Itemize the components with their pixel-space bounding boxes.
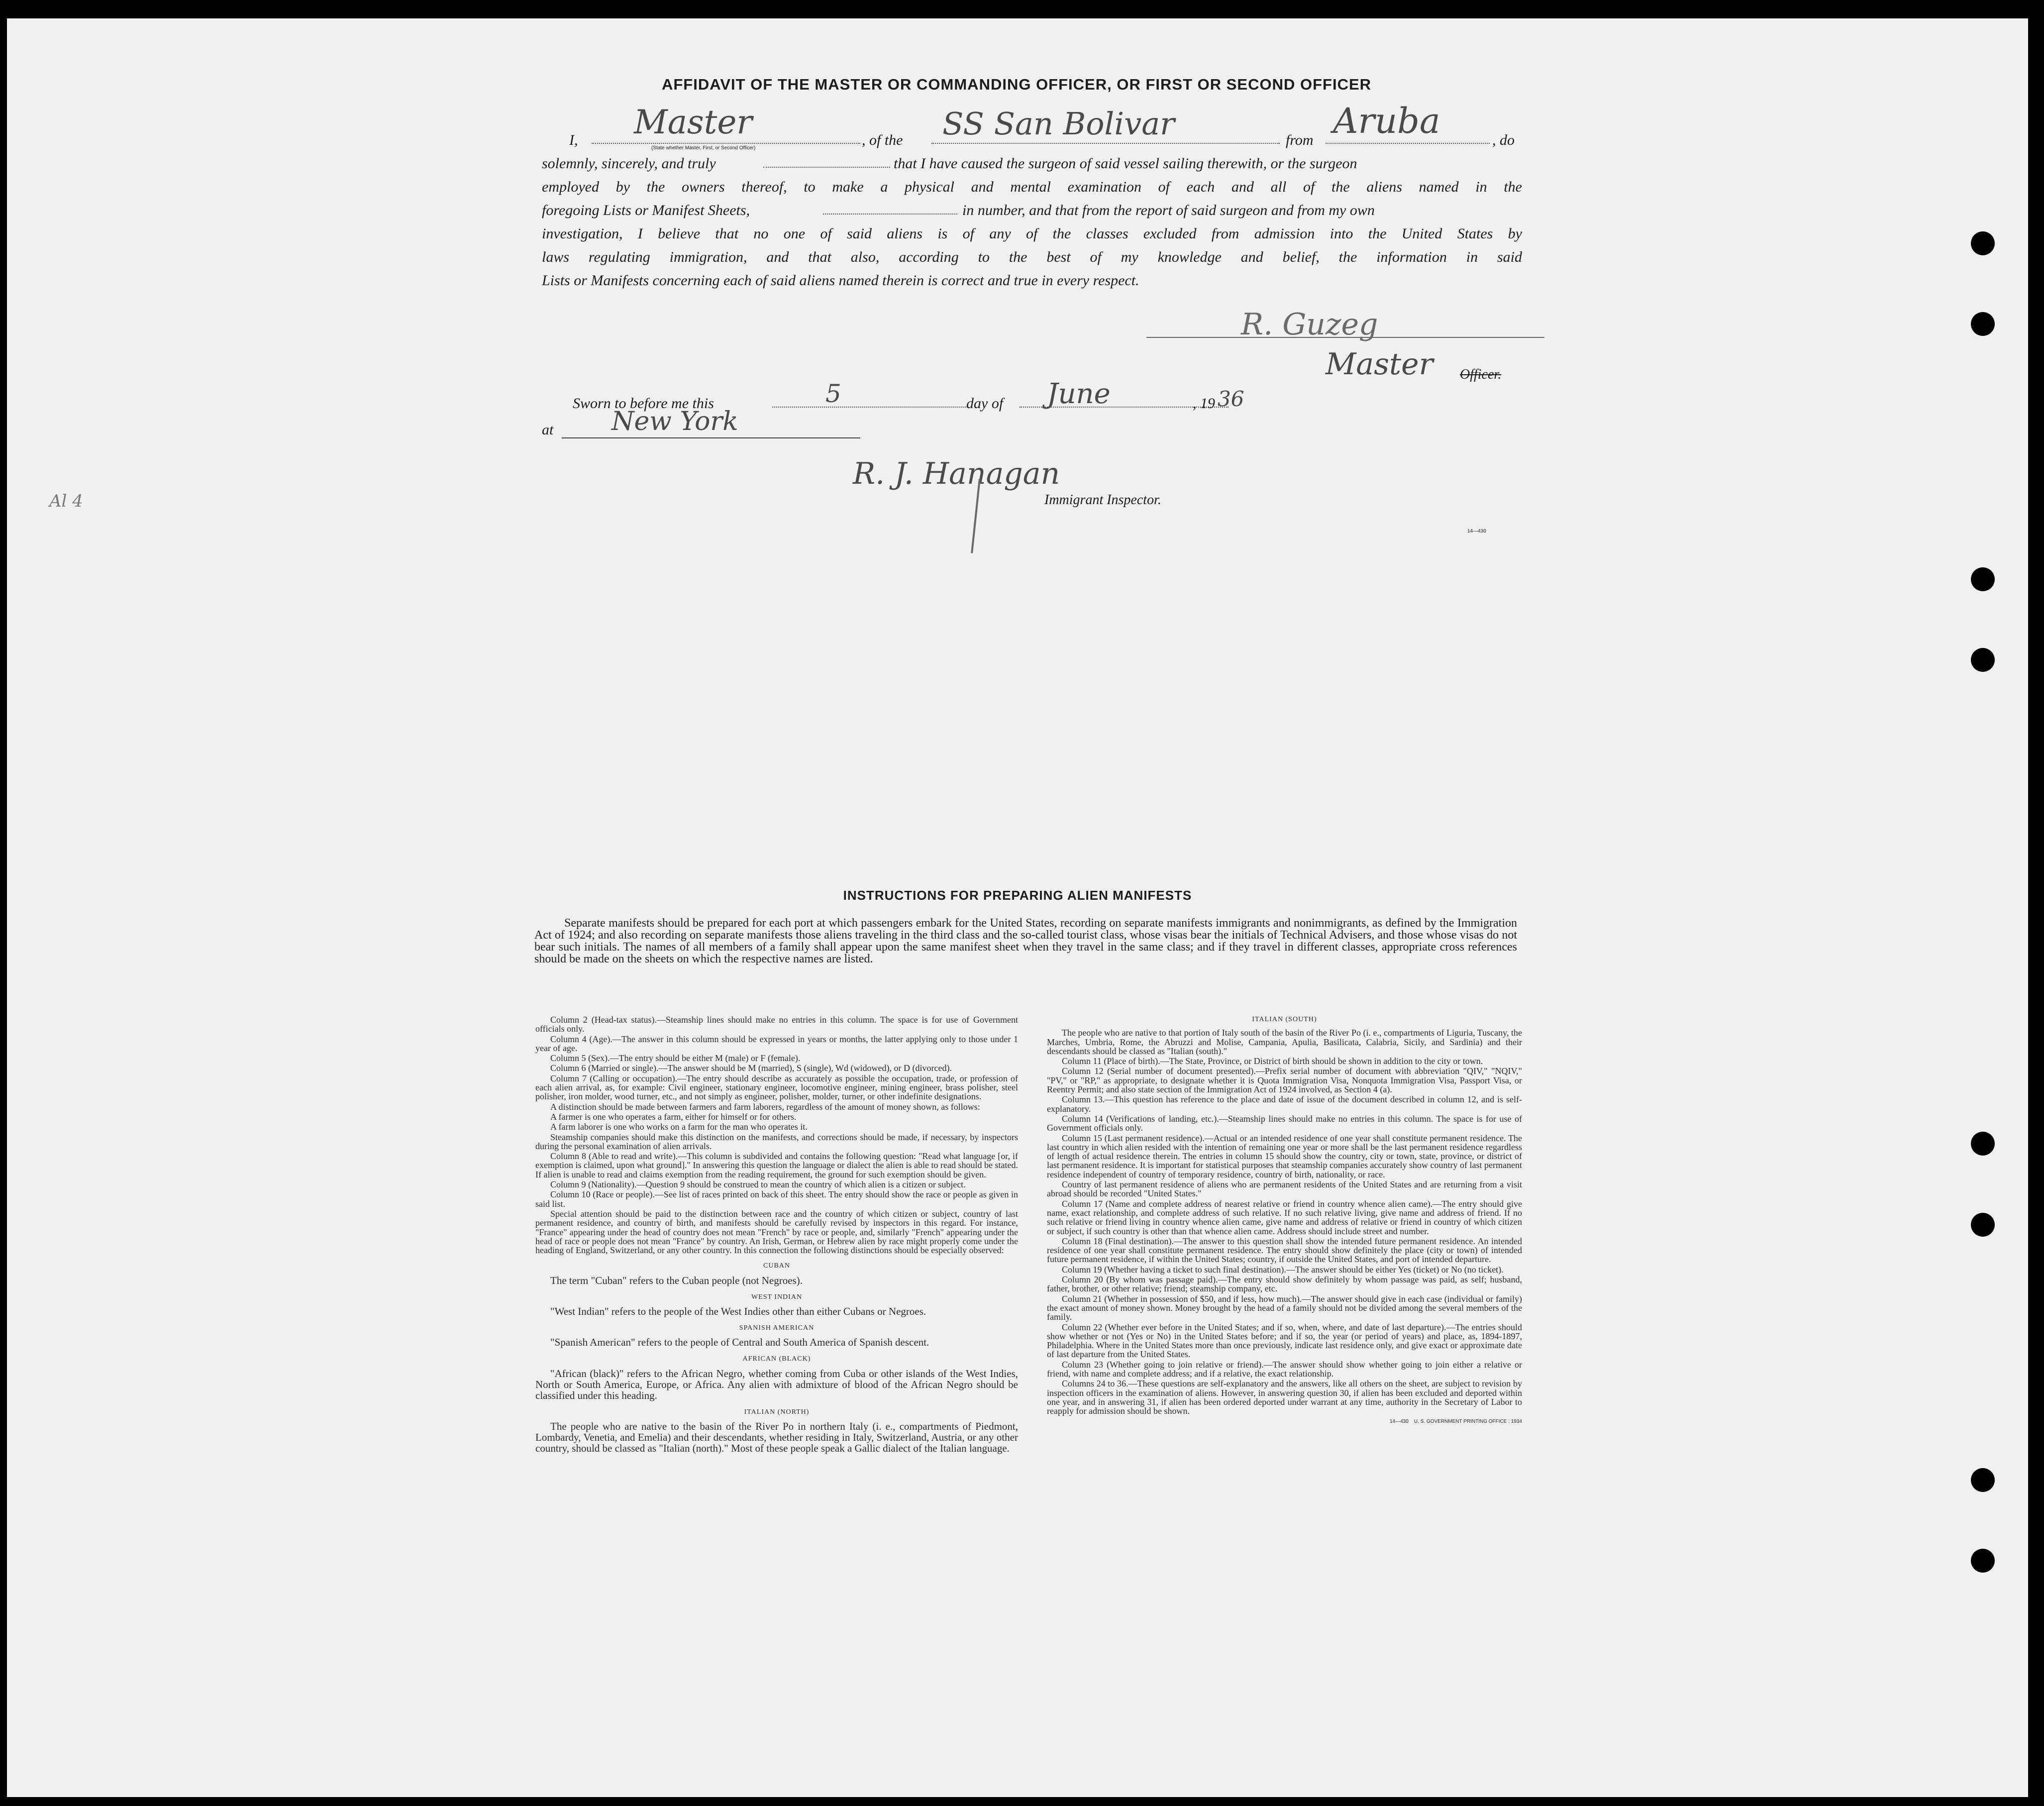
do-label: , do: [1492, 132, 1515, 148]
punch-hole: [1971, 567, 1995, 591]
instructions-title: INSTRUCTIONS FOR PREPARING ALIEN MANIFESTS: [843, 888, 1192, 903]
affidavit-text: Lists or Manifests concerning each of said aliens named therein is correct and true in every respect.: [542, 272, 1139, 289]
master-title-handwritten: Master: [1326, 347, 1433, 382]
punch-hole: [1971, 1468, 1995, 1492]
affidavit-text: employed by the owners thereof, to make a physical and mental examination of each and all of the aliens named in the: [542, 179, 1522, 195]
affidavit-text: foregoing Lists or Manifest Sheets,: [542, 202, 750, 218]
punch-hole: [1971, 231, 1995, 255]
port-handwritten: Aruba: [1333, 101, 1440, 141]
sworn-day-handwritten: 5: [825, 379, 841, 408]
role-handwritten: Master: [634, 103, 752, 141]
sworn-label: Sworn to before me this: [573, 395, 714, 412]
year-label: , 19: [1193, 395, 1215, 412]
instructions-left-column: Column 2 (Head-tax status).—Steamship lines should make no entries in this column. The space is for use of Government officials only. Column 4 (Age).—The answer in this column should be expressed in years or months, the latter applying only to those under 1 year of age. Column 5 (Sex).—The entry should be either M (male) or F (female). Column 6 (Married or single).—The answer should be M (married), S (single), Wd (widowed), or D (divorced). Column 7 (Calling or occupation).—The entry should describe as accurately as possible the occupation, trade, or profession of each alien arrival, as, for example: Civil engineer, stationary engineer, locomotive engineer, mining engineer, brass polisher, steel polisher, iron molder, wood turner, etc., and not simply as engineer, polisher, molder, turner, or other indefinite designations. A distinction should be made between farmers and farm laborers, regardless of the amount of money shown, as follows: A farmer is one who operates a farm, either for himself or for others. A farm laborer is one who works on a farm for the man who operates it. Steamship companies should make this distinction on the manifests, and corrections should be made, if necessary, by inspectors during the personal examination of alien arrivals. Column 8 (Able to read and write).—This column is subdivided and contains the following question: "Read what language [or, if exemption is claimed, upon what ground]." In answering this question the language or dialect the alien is able to read should be stated. If alien is unable to read and claims exemption from the reading requirement, the ground for such exemption should be given. Column 9 (Nationality).—Question 9 should be construed to mean the country of which alien is a citizen or subject. Column 10 (Race or people).—See list of races printed on back of this sheet. The entry should show the race or people as given in said list. Special attention should be paid to the distinction between race and the country of which citizen or subject, country of last permanent residence, and country of birth, and manifests should be carefully revised by inspectors in this regard. For instance, "France" appearing under the head of country does not mean "French" by race or people, and, similarly "French" appearing under the head of race or people does not mean "France" by country. An Irish, German, or Hebrew alien by race might properly come under the heading of England, Switzerland, or any other country. In this connection the following distinctions should be especially observed: CUBAN The term "Cuban" refers to the Cuban people (not Negroes). WEST INDIAN "West Indian" refers to the people of the West Indies other than either Cubans or Negroes. SPANISH AMERICAN "Spanish American" refers to the people of Central and South America of Spanish descent. AFRICAN (BLACK) "African (black)" refers to the African Negro, whether coming from Cuba or other islands of the West Indies, North or South America, Europe, or Africa. Any alien with admixture of blood of the African Negro should be classified under this heading. ITALIAN (NORTH) The people who are native to the basin of the River Po in northern Italy (i. e., compartments of Piedmont, Lombardy, Venetia, and Emelia) and their descendants, whether residing in Italy, Switzerland, Austria, or any other country, should be classed as "Italian (north)." Most of these people speak a Gallic dialect of the Italian language.: [535, 1015, 1018, 1454]
i-label: I,: [569, 132, 578, 148]
affidavit-text: that I have caused the surgeon of said vessel sailing therewith, or the surgeon: [894, 155, 1357, 172]
affidavit-text: laws regulating immigration, and that also, according to the best of my knowledge and belief, the information in said: [542, 249, 1522, 265]
instructions-intro: Separate manifests should be prepared for each port at which passengers embark for the United States, recording on separate manifests immigrants and nonimmigrants, as defined by the Immigration Act of 1924; and also recording on separate manifests those aliens traveling in the third class and the so-called tourist class, whose visas bear the initials of Technical Advisers, and those whose visas do not bear such initials. The names of all members of a family shall appear upon the same manifest sheet when they travel in the same class; and if they travel in different classes, appropriate cross references should be made on the sheets on which the respective names are listed.: [534, 917, 1517, 965]
footer-printer: U. S. GOVERNMENT PRINTING OFFICE : 1934: [1414, 1419, 1522, 1425]
inspector-signature: R. J. Hanagan: [853, 456, 1060, 491]
affidavit-text: in number, and that from the report of said surgeon and from my own: [962, 202, 1375, 218]
affidavit-text: solemnly, sincerely, and truly: [542, 155, 716, 172]
affidavit-text: investigation, I believe that no one of said aliens is of any of the classes excluded from admission into the United States by: [542, 225, 1522, 242]
punch-hole: [1971, 1132, 1995, 1156]
master-signature: R. Guzeg: [1241, 307, 1378, 342]
punch-hole: [1971, 1549, 1995, 1573]
margin-note: Al 4: [49, 491, 83, 511]
footer-form-number: 14—430: [1389, 1419, 1409, 1425]
sworn-year-handwritten: 36: [1218, 387, 1244, 411]
form-number: 14—430: [1467, 529, 1486, 534]
affidavit-title: AFFIDAVIT OF THE MASTER OR COMMANDING OFFICER, OR FIRST OR SECOND OFFICER: [661, 76, 1372, 93]
punch-hole: [1971, 312, 1995, 336]
manifest-page: [7, 18, 2028, 1797]
from-label: from: [1286, 132, 1314, 148]
role-hint: (State whether Master, First, or Second Officer): [651, 145, 756, 151]
vessel-handwritten: SS San Bolivar: [942, 106, 1175, 142]
day-of-label: day of: [966, 395, 1004, 412]
of-the-label: , of the: [862, 132, 903, 148]
punch-hole: [1971, 1213, 1995, 1237]
inspector-label: Immigrant Inspector.: [1044, 492, 1161, 508]
punch-hole: [1971, 648, 1995, 672]
sworn-month-handwritten: June: [1047, 378, 1111, 410]
at-label: at: [542, 422, 554, 438]
instructions-right-column: ITALIAN (SOUTH) The people who are native to that portion of Italy south of the basin of the River Po (i. e., compartments of Liguria, Tuscany, the Marches, Umbria, Rome, the Abruzzi and Molise, Campania, Apulia, Basilicata, Calabria, Sicily, and Sardinia) and their descendants should be classed as "Italian (south)." Column 11 (Place of birth).—The State, Province, or District of birth should be shown in addition to the city or town. Column 12 (Serial number of document presented).—Prefix serial number of document with abbreviation "QIV," "NQIV," "PV," or "RP," as appropriate, to designate whether it is Quota Immigration Visa, Nonquota Immigration Visa, Passport Visa, or Reentry Permit; and also state section of the Immigration Act of 1924 involved, as Section 4 (a). Column 13.—This question has reference to the place and date of issue of the document described in column 12, and is self-explanatory. Column 14 (Verifications of landing, etc.).—Steamship lines should make no entries in this column. The space is for use of Government officials only. Column 15 (Last permanent residence).—Actual or an intended residence of one year shall constitute permanent residence. The last country in which alien resided with the intention of remaining one year or more shall be the last permanent residence regardless of length of actual residence therein. The entries in column 15 should show the country, city or town, state, province, or district of last permanent residence. It is important for statistical purposes that steamship companies accurately show country of last permanent residence independent of country of temporary residence, country of birth, nationality, or race. Country of last permanent residence of aliens who are permanent residents of the United States and are returning from a visit abroad should be recorded "United States." Column 17 (Name and complete address of nearest relative or friend in country whence alien came).—The entry should give name, exact relationship, and complete address of such relative. If no such relative living, give name and address of friend. If no such relative or friend living in country whence alien came, give name and address of relative or friend in country of which citizen or subject, if such country is other than that whence alien came. Address should include street and number. Column 18 (Final destination).—The answer to this question shall show the intended future permanent residence. An intended residence of one year shall constitute permanent residence. The entry should show definitely the place (city or town) of intended future permanent residence, if within the United States; country, if outside the United States, and port of intended departure. Column 19 (Whether having a ticket to such final destination).—The answer should be either Yes (ticket) or No (no ticket). Column 20 (By whom was passage paid).—The entry should show definitely by whom passage was paid, as self; husband, father, brother, or other relative; friend; steamship company, etc. Column 21 (Whether in possession of $50, and if less, how much).—The answer should give in each case (individual or family) the exact amount of money shown. Money brought by the head of a family should not be divided among the several members of the family. Column 22 (Whether ever before in the United States; and if so, when, where, and date of last departure).—The entries should show whether or not (Yes or No) in the United States before; and if so, the year (or period of years) and place, as, 1894-1897, Philadelphia. Where in the United States more than once previously, indicate last residence only, and give exact or approximate date of last departure from the United States. Column 23 (Whether going to join relative or friend).—The answer should show whether going to join either a relative or friend, with name and complete address; and if a relative, the exact relationship. Columns 24 to 36.—These questions are self-explanatory and the answers, like all others on the sheet, are subject to revision by inspection officers in the examination of aliens. However, in answering question 30, if alien has been excluded and deported within one year, and in answering 31, if alien has been ordered deported under warrant at any time, authority in the Secretary of Labor to reapply for admission should be shown. 14—430 U. S. GOVERNMENT PRINTING OFFICE : 1934: [1047, 1016, 1522, 1425]
at-place-handwritten: New York: [612, 407, 738, 436]
officer-label: Officer.: [1460, 367, 1502, 382]
